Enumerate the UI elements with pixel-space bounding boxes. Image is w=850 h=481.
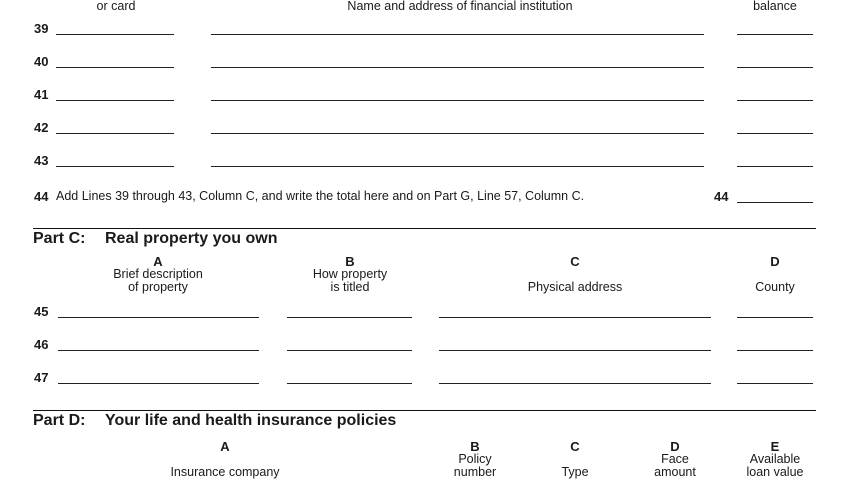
column-label: number (453, 465, 497, 479)
institution-field-43[interactable] (211, 166, 704, 167)
column-letter: D (670, 439, 680, 454)
line-number: 44 (714, 189, 729, 204)
institution-field-42[interactable] (211, 133, 704, 134)
column-label: Policy (458, 452, 492, 466)
column-d-header (640, 440, 710, 479)
column-letter: D (770, 254, 780, 269)
balance-field-42[interactable] (737, 133, 813, 134)
column-letter: B (345, 254, 355, 269)
balance-field-40[interactable] (737, 67, 813, 68)
county-field-46[interactable] (737, 350, 813, 351)
line-number: 42 (34, 120, 49, 135)
part-title: Your life and health insurance policies (105, 412, 397, 429)
line-number: 39 (34, 21, 49, 36)
column-label: loan value (746, 465, 804, 479)
line-44-instructions: Add Lines 39 through 43, Column C, and write the total here and on Part G, Line 57, Column C. (56, 189, 585, 203)
column-label: Type (561, 465, 589, 479)
column-d-header (735, 255, 815, 294)
column-c-header (545, 440, 605, 479)
part-title: Real property you own (105, 230, 278, 247)
part-c-heading (33, 230, 277, 248)
column-letter: B (470, 439, 480, 454)
column-label: amount (654, 465, 696, 479)
address-field-46[interactable] (439, 350, 711, 351)
section-divider (33, 410, 816, 411)
line-number: 47 (34, 370, 49, 385)
institution-field-39[interactable] (211, 34, 704, 35)
part-label: Part D: (33, 412, 86, 429)
line-number: 46 (34, 337, 49, 352)
line-number: 44 (34, 189, 49, 204)
institution-field-40[interactable] (211, 67, 704, 68)
titled-field-47[interactable] (287, 383, 412, 384)
column-label: Available (749, 452, 801, 466)
part-label: Part C: (33, 230, 86, 247)
titled-field-46[interactable] (287, 350, 412, 351)
account-field-42[interactable] (56, 133, 174, 134)
column-letter: C (570, 439, 580, 454)
column-label: Physical address (527, 280, 623, 294)
county-field-47[interactable] (737, 383, 813, 384)
account-field-40[interactable] (56, 67, 174, 68)
description-field-46[interactable] (58, 350, 259, 351)
balance-field-43[interactable] (737, 166, 813, 167)
line-number: 41 (34, 87, 49, 102)
column-e-header (735, 440, 815, 479)
part-d-heading (33, 412, 396, 430)
header-balance: balance (753, 0, 797, 13)
institution-field-41[interactable] (211, 100, 704, 101)
address-field-47[interactable] (439, 383, 711, 384)
column-label: Insurance company (170, 465, 280, 479)
column-c-header (500, 255, 650, 294)
account-field-39[interactable] (56, 34, 174, 35)
column-a-header (150, 440, 300, 479)
column-label: County (755, 280, 795, 294)
header-institution: Name and address of financial institution (347, 0, 573, 13)
header-account-or-card: or card (96, 0, 136, 13)
column-letter: A (153, 254, 163, 269)
description-field-47[interactable] (58, 383, 259, 384)
column-label: is titled (330, 280, 370, 294)
column-letter: C (570, 254, 580, 269)
column-a-header (108, 255, 208, 294)
column-letter: E (770, 439, 780, 454)
address-field-45[interactable] (439, 317, 711, 318)
column-label: Brief description (113, 267, 203, 281)
description-field-45[interactable] (58, 317, 259, 318)
column-label: How property (312, 267, 388, 281)
titled-field-45[interactable] (287, 317, 412, 318)
column-b-header (300, 255, 400, 294)
total-balance-field-44[interactable] (737, 202, 813, 203)
line-number: 40 (34, 54, 49, 69)
column-b-header (440, 440, 510, 479)
column-label: of property (128, 280, 188, 294)
account-field-41[interactable] (56, 100, 174, 101)
column-label: Face (661, 452, 689, 466)
account-field-43[interactable] (56, 166, 174, 167)
county-field-45[interactable] (737, 317, 813, 318)
balance-field-39[interactable] (737, 34, 813, 35)
line-number: 43 (34, 153, 49, 168)
section-divider (33, 228, 816, 229)
line-number: 45 (34, 304, 49, 319)
column-letter: A (220, 439, 230, 454)
balance-field-41[interactable] (737, 100, 813, 101)
